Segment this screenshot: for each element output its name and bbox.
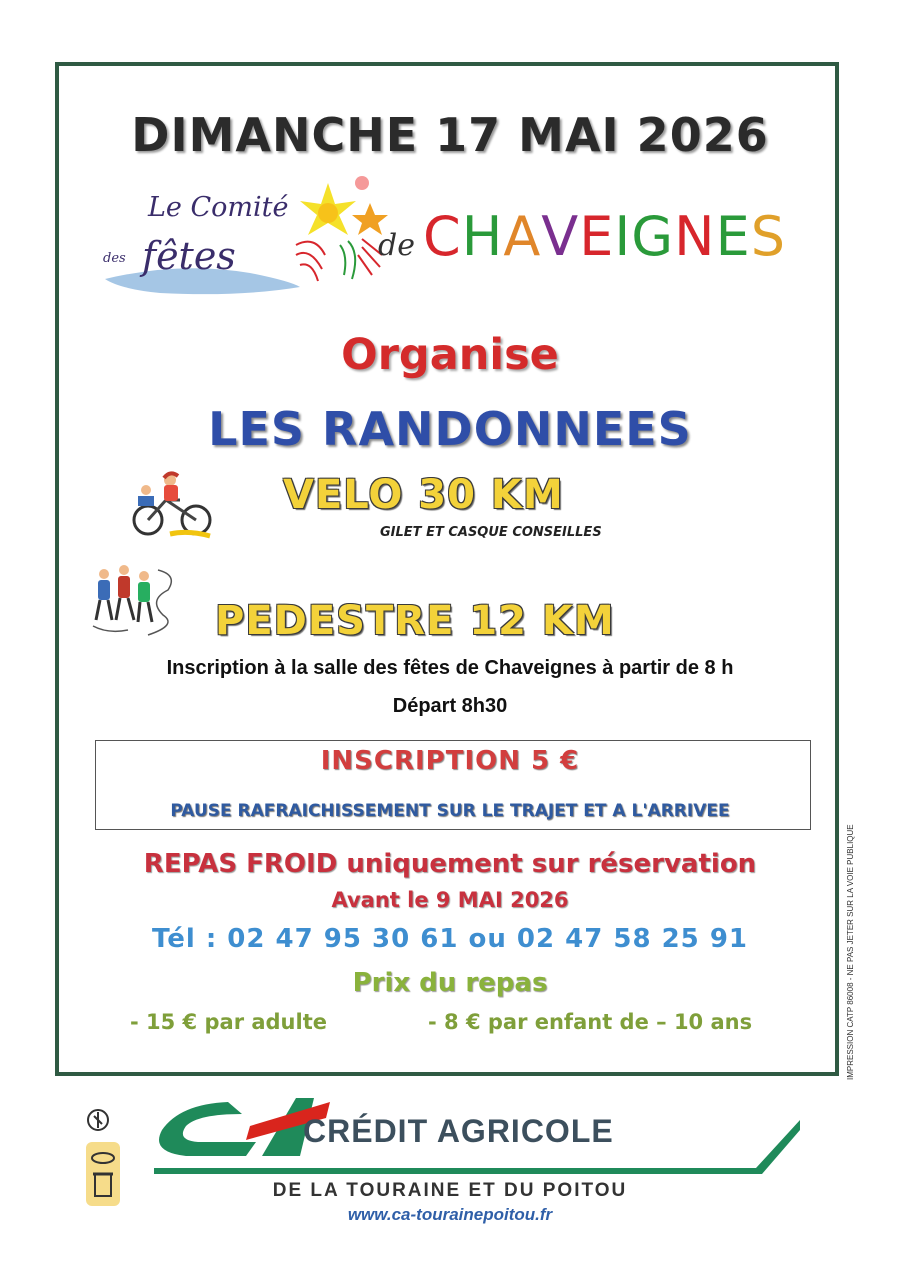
village-letter: S	[750, 205, 786, 268]
village-letter: E	[579, 205, 615, 268]
velo-safety-note: GILET ET CASQUE CONSEILLES	[380, 525, 602, 540]
village-letter: E	[715, 205, 751, 268]
village-name	[423, 205, 786, 268]
logo-text-des: des	[103, 251, 126, 266]
refreshment-note: PAUSE RAFRAICHISSEMENT SUR LE TRAJET ET A L'ARRIVEE	[170, 801, 730, 821]
departure-time: Départ 8h30	[392, 695, 508, 717]
event-date-title: DIMANCHE 17 MAI 2026	[131, 108, 769, 162]
logo-text-de: de	[378, 228, 415, 263]
meal-reservation: REPAS FROID uniquement sur réservation	[143, 849, 757, 879]
village-letter: N	[674, 205, 716, 268]
print-legal-note: IMPRESSION CATP 86008 - NE PAS JETER SUR LA VOIE PUBLIQUE	[846, 824, 855, 1080]
village-letter: V	[541, 205, 580, 268]
logo-text-le-comite: Le Comité	[148, 192, 289, 223]
inscription-fee: INSCRIPTION 5 €	[320, 746, 580, 776]
organise-heading: Organise	[341, 330, 559, 380]
phone-numbers: Tél : 02 47 95 30 61 ou 02 47 58 25 91	[151, 924, 749, 954]
price-child: - 8 € par enfant de – 10 ans	[428, 1010, 753, 1034]
village-letter: G	[631, 205, 675, 268]
village-letter: I	[614, 205, 632, 268]
sponsor-region: DE LA TOURAINE ET DU POITOU	[272, 1180, 628, 1201]
village-letter: H	[461, 205, 504, 268]
meal-price-heading: Prix du repas	[352, 968, 548, 998]
village-letter: A	[503, 205, 542, 268]
cyclist-illustration	[120, 470, 220, 540]
logo-text-fetes: fêtes	[142, 234, 236, 278]
inscription-location: Inscription à la salle des fêtes de Chaveignes à partir de 8 h	[166, 657, 734, 679]
velo-distance: VELO 30 KM	[283, 472, 564, 518]
price-adult: - 15 € par adulte	[130, 1010, 327, 1034]
sponsor-website-link[interactable]: www.ca-tourainepoitou.fr	[347, 1205, 553, 1224]
reservation-deadline: Avant le 9 MAI 2026	[331, 888, 569, 912]
randonnees-heading: LES RANDONNEES	[208, 402, 692, 456]
pedestre-distance: PEDESTRE 12 KM	[215, 598, 615, 644]
sponsor-name: CRÉDIT AGRICOLE	[303, 1113, 614, 1149]
walkers-illustration	[88, 560, 188, 640]
village-letter: C	[423, 205, 462, 268]
